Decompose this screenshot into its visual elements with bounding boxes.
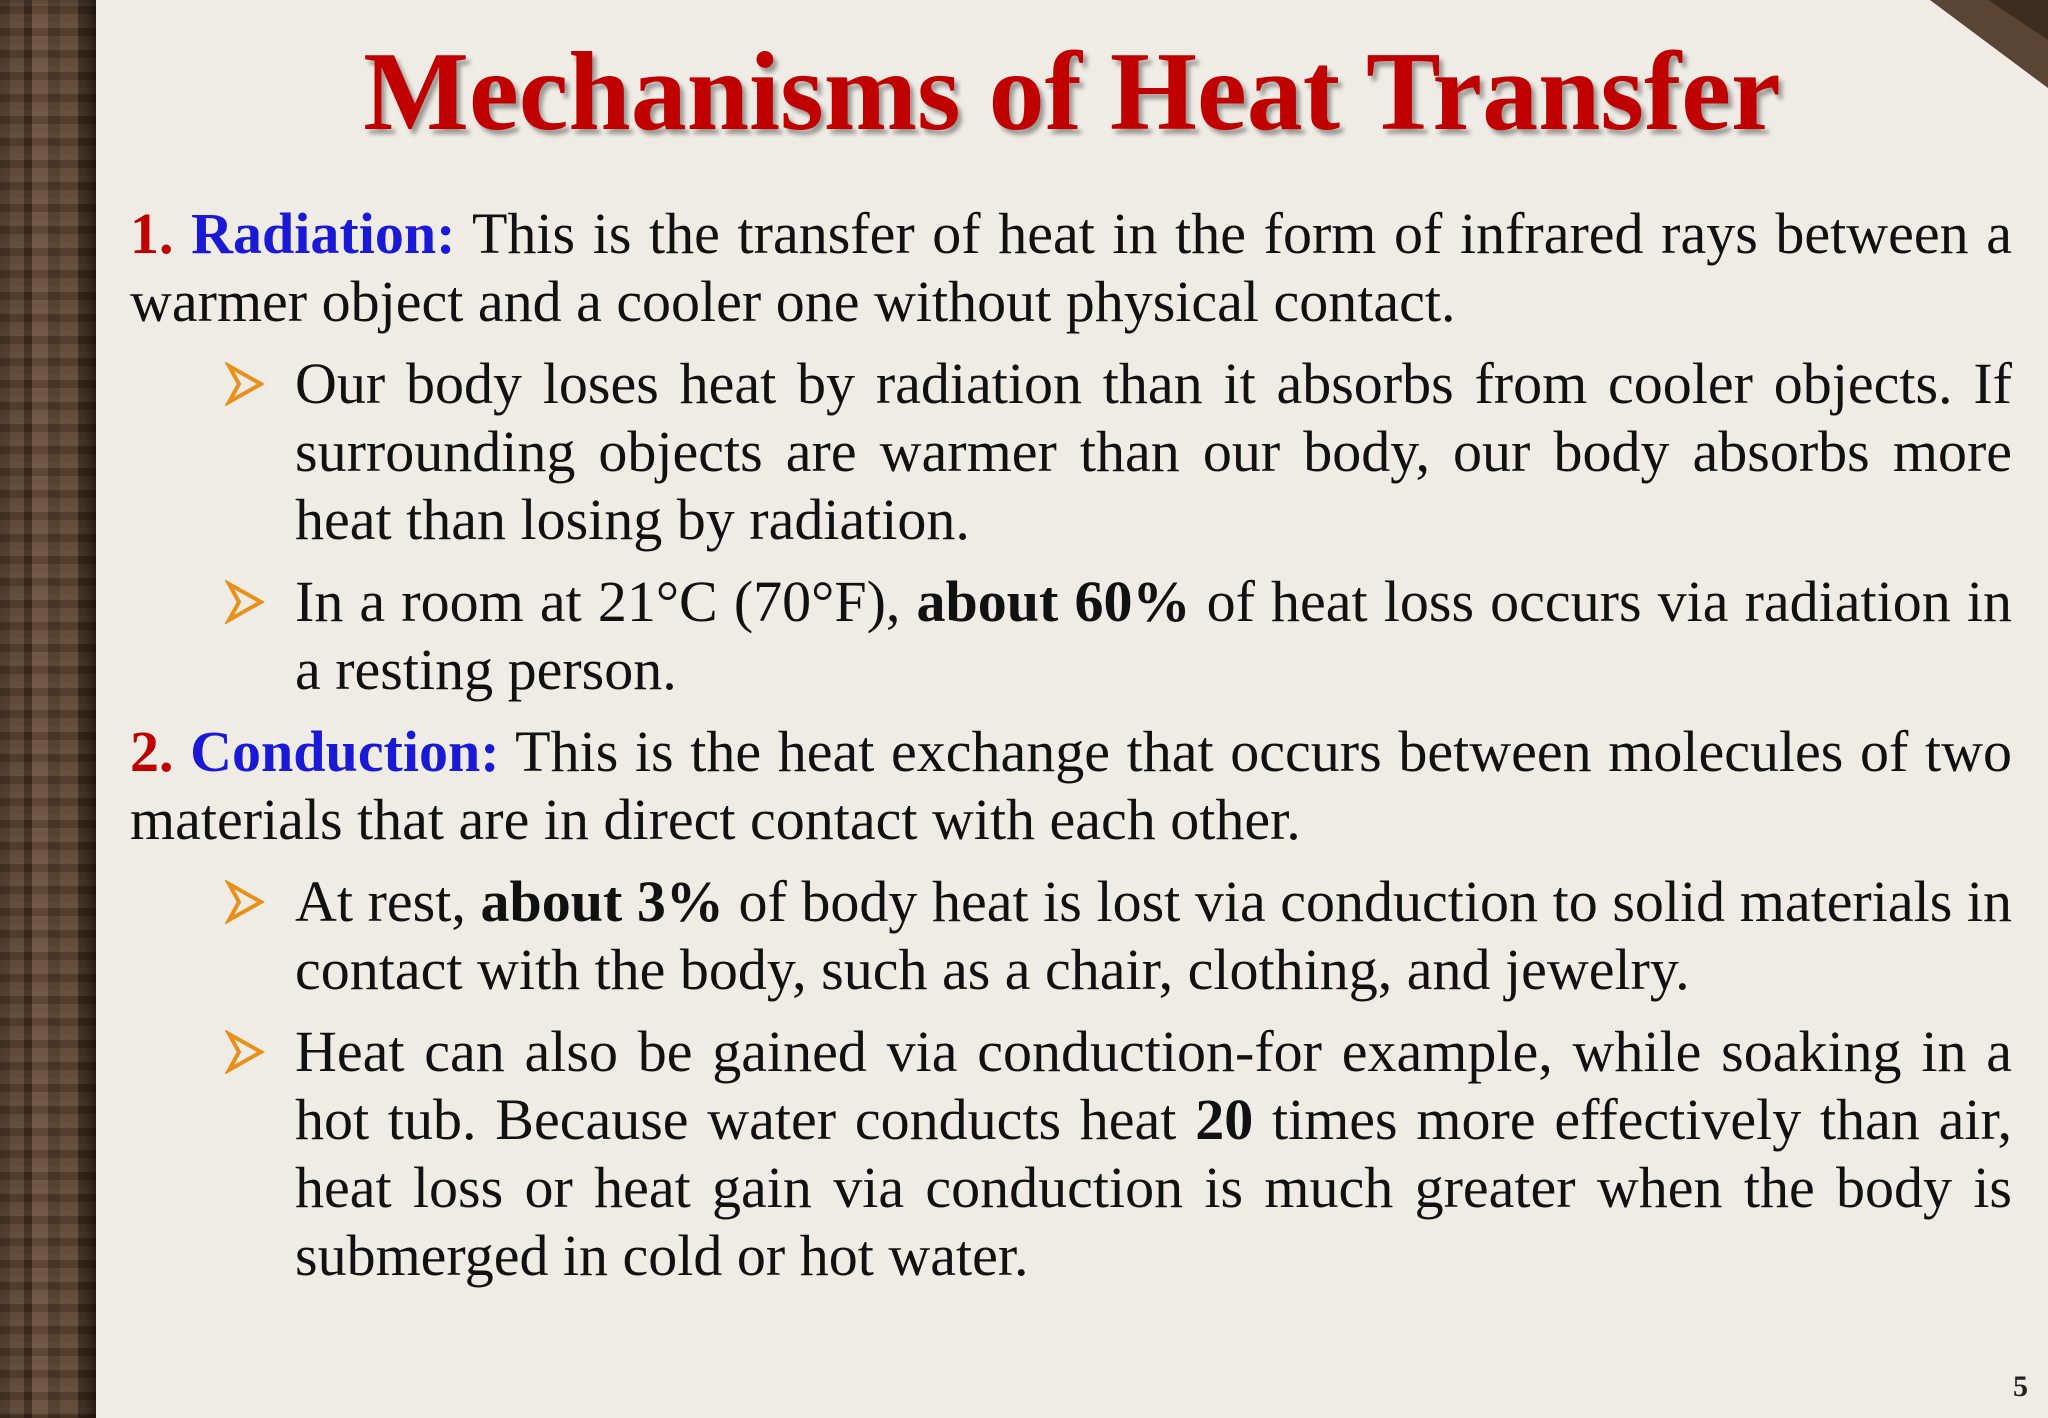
bullet-text: of heat loss occurs via radiation in a resting person. bbox=[295, 569, 2012, 702]
bullet-text: Heat can also be gained via conduction-for example, while soaking in a hot tub. Because water conducts heat bbox=[295, 1019, 2012, 1152]
section-radiation bbox=[130, 200, 2012, 336]
arrow-bullet-icon bbox=[225, 1030, 265, 1074]
section-definition: This is the transfer of heat in the form of infrared rays between a warmer object and a cooler one without physical contact. bbox=[130, 201, 2012, 334]
bullet-text: In a room at 21°C (70°F), bbox=[295, 569, 917, 634]
section-heading: Radiation: bbox=[191, 201, 456, 266]
arrow-bullet-icon bbox=[225, 580, 265, 624]
bullet-item bbox=[295, 1018, 2012, 1290]
wood-border bbox=[0, 0, 96, 1418]
slide-title: Mechanisms of Heat Transfer bbox=[363, 30, 1781, 154]
bullet-item bbox=[295, 350, 2012, 554]
section-conduction bbox=[130, 718, 2012, 854]
slide-content bbox=[130, 200, 2012, 1304]
bullet-emphasis: 20 bbox=[1195, 1087, 1254, 1152]
section-number: 2. bbox=[130, 719, 174, 784]
page-number: 5 bbox=[2013, 1370, 2028, 1403]
section-heading: Conduction: bbox=[190, 719, 500, 784]
bullet-text: Our body loses heat by radiation than it absorbs from cooler objects. If surrounding objects are warmer than our body, our body absorbs more heat than losing by radiation. bbox=[295, 351, 2012, 552]
section-definition: This is the heat exchange that occurs between molecules of two materials that are in direct contact with each other. bbox=[130, 719, 2012, 852]
bullet-item bbox=[295, 868, 2012, 1004]
bullet-text: At rest, bbox=[295, 869, 481, 934]
arrow-bullet-icon bbox=[225, 880, 265, 924]
arrow-bullet-icon bbox=[225, 362, 265, 406]
bullet-item bbox=[295, 568, 2012, 704]
bullet-text: of body heat is lost via conduction to solid materials in contact with the body, such as a chair, clothing, and jewelry. bbox=[295, 869, 2013, 1002]
section-number: 1. bbox=[130, 201, 174, 266]
bullet-emphasis: about 60% bbox=[916, 569, 1191, 634]
bullet-emphasis: about 3% bbox=[480, 869, 724, 934]
bullet-text: times more effectively than air, heat loss or heat gain via conduction is much greater when the body is submerged in cold or hot water. bbox=[295, 1087, 2012, 1288]
